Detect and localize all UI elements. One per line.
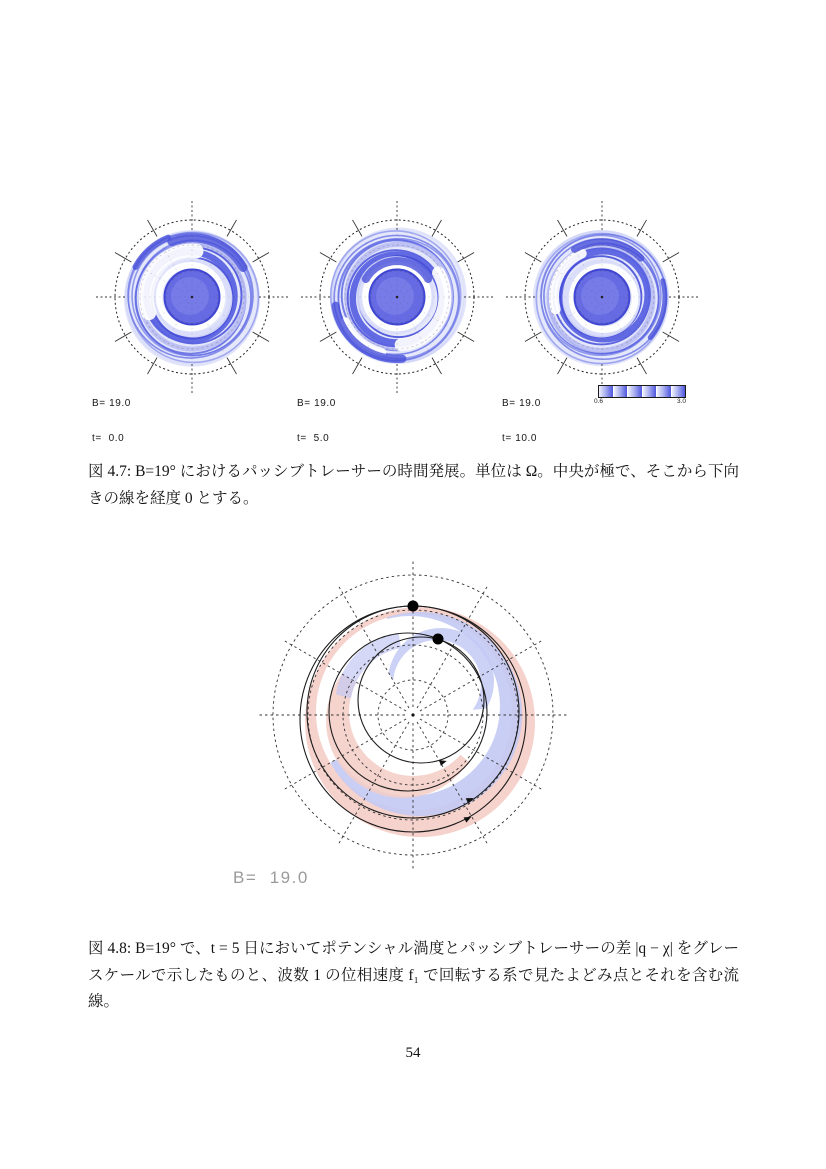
colorbar-cell <box>672 386 686 397</box>
figure-4-8-b-label: B= 19.0 <box>233 868 309 887</box>
colorbar-cell <box>599 386 613 397</box>
figure-4-8-caption: 図 4.8: B=19° で、t = 5 日においてポテンシャル渦度とパッシブトレーサーの差 |q − χ| をグレースケールで示したものと、波数 1 の位相速度 f₁ で回転する系で見たよどみ点とそれを含む流線。 <box>88 940 739 1010</box>
plot-1-b-label: B= 19.0 <box>92 398 131 409</box>
colorbar-min-label: 0.6 <box>594 398 604 405</box>
figure-4-7-caption: 図 4.7: B=19° におけるパッシブトレーサーの時間発展。単位は Ω。中央が極で、そこから下向きの線を経度 0 とする。 <box>88 463 739 507</box>
plot-2-t-label: t= 5.0 <box>297 432 330 444</box>
plot-2-label <box>297 375 336 467</box>
plot-3-t-label: t= 10.0 <box>502 432 538 444</box>
plot-1-t-label: t= 0.0 <box>92 432 125 444</box>
plot-1-label <box>92 375 131 467</box>
figure-4-8-svg <box>230 550 600 910</box>
colorbar-cell <box>657 386 671 397</box>
colorbar-max-label: 3.0 <box>677 398 687 405</box>
colorbar-cell <box>643 386 657 397</box>
colorbar-cell <box>628 386 642 397</box>
colorbar-cell <box>614 386 628 397</box>
page-number: 54 <box>405 1045 421 1061</box>
plot-3-b-label: B= 19.0 <box>502 398 541 409</box>
colorbar <box>598 385 686 398</box>
plot-3-label <box>502 375 541 467</box>
plot-2-b-label: B= 19.0 <box>297 398 336 409</box>
